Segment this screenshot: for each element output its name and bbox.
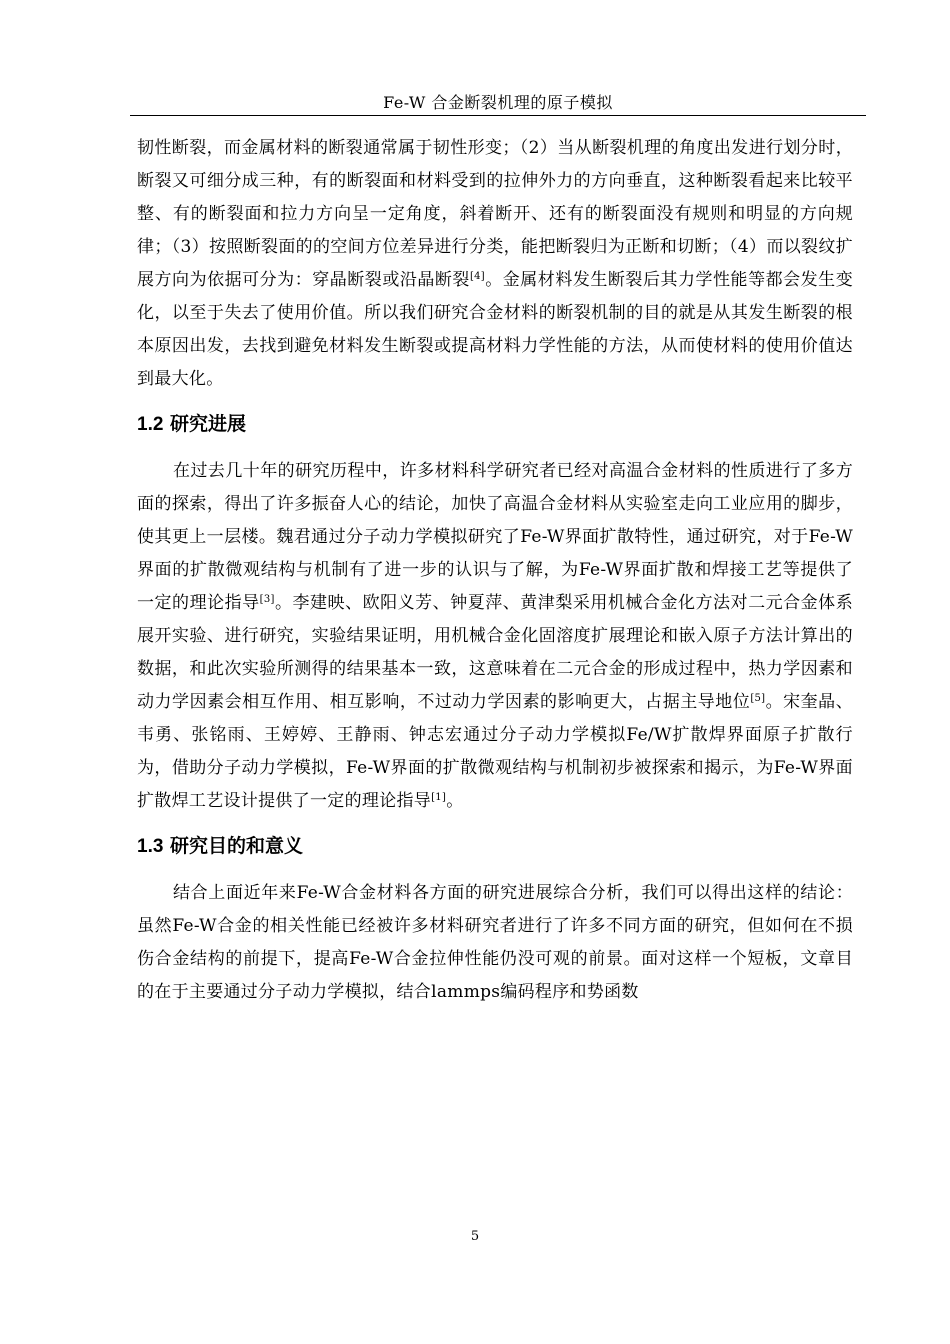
citation-ref: [5] bbox=[750, 693, 766, 704]
paragraph-continued bbox=[137, 132, 853, 396]
paragraph-text: 。宋奎晶、韦勇、张铭雨、王婷婷、王静雨、钟志宏通过分子动力学模拟Fe/W扩散焊界面原子扩散行为，借助分子动力学模拟，Fe-W界面的扩散微观结构与机制初步被探索和揭示，为Fe-W界面扩散焊工艺设计提供了一定的理论指导 bbox=[137, 692, 854, 811]
running-header: Fe-W 合金断裂机理的原子模拟 bbox=[383, 93, 613, 112]
paragraph-text: 。李建映、欧阳义芳、钟夏萍、黄津梨采用机械合金化方法对二元合金体系展开实验、进行研究，实验结果证明，用机械合金化固溶度扩展理论和嵌入原子方法计算出的数据，和此次实验所测得的结果基本一致，这意味着在二元合金的形成过程中，热力学因素和动力学因素会相互作用、相互影响，不过动力学因素的影响更大，占据主导地位 bbox=[137, 593, 853, 712]
paragraph-text: 在过去几十年的研究历程中，许多材料科学研究者已经对高温合金材料的性质进行了多方面的探索，得出了许多振奋人心的结论，加快了高温合金材料从实验室走向工业应用的脚步，使其更上一层楼。魏君通过分子动力学模拟研究了Fe-W界面扩散特性，通过研究，对于Fe-W界面的扩散微观结构与机制有了进一步的认识与了解，为Fe-W界面扩散和焊接工艺等提供了一定的理论指导 bbox=[137, 461, 853, 613]
paragraph-text: 结合上面近年来Fe-W合金材料各方面的研究进展综合分析，我们可以得出这样的结论：虽然Fe-W合金的相关性能已经被许多材料研究者进行了许多不同方面的研究，但如何在不损伤合金结构的前提下，提高Fe-W合金拉伸性能仍没可观的前景。面对这样一个短板，文章目的在于主要通过分子动力学模拟，结合lammps编码程序和势函数 bbox=[137, 883, 853, 1002]
page-content bbox=[137, 132, 853, 1009]
paragraph-text: 韧性断裂，而金属材料的断裂通常属于韧性形变；（2）当从断裂机理的角度出发进行划分时，断裂又可细分成三种，有的断裂面和材料受到的拉伸外力的方向垂直，这种断裂看起来比较平整、有的断裂面和拉力方向呈一定角度，斜着断开、还有的断裂面没有规则和明显的方向规律；（3）按照断裂面的的空间方位差异进行分类，能把断裂归为正断和切断；（4）而以裂纹扩展方向为依据可分为：穿晶断裂或沿晶断裂 bbox=[137, 138, 853, 290]
citation-ref: [1] bbox=[431, 792, 447, 803]
paragraph-purpose bbox=[137, 877, 853, 1009]
paragraph-text: 。金属材料发生断裂后其力学性能等都会发生变化，以至于失去了使用价值。所以我们研究合金材料的断裂机制的目的就是从其发生断裂的根本原因出发，去找到避免材料发生断裂或提高材料力学性能的方法，从而使材料的使用价值达到最大化。 bbox=[137, 270, 853, 389]
section-title: 研究进展 bbox=[170, 413, 247, 435]
citation-ref: [4] bbox=[469, 271, 486, 282]
section-number: 1.2 bbox=[137, 414, 164, 435]
paragraph-research-progress bbox=[137, 455, 853, 818]
section-number: 1.3 bbox=[137, 836, 164, 857]
section-heading-1-3 bbox=[137, 818, 853, 877]
header-rule bbox=[130, 115, 866, 116]
section-heading-1-2 bbox=[137, 396, 853, 455]
paragraph-text: 。 bbox=[446, 791, 464, 811]
citation-ref: [3] bbox=[259, 594, 275, 605]
section-title: 研究目的和意义 bbox=[170, 835, 304, 857]
page-number: 5 bbox=[470, 1229, 480, 1244]
